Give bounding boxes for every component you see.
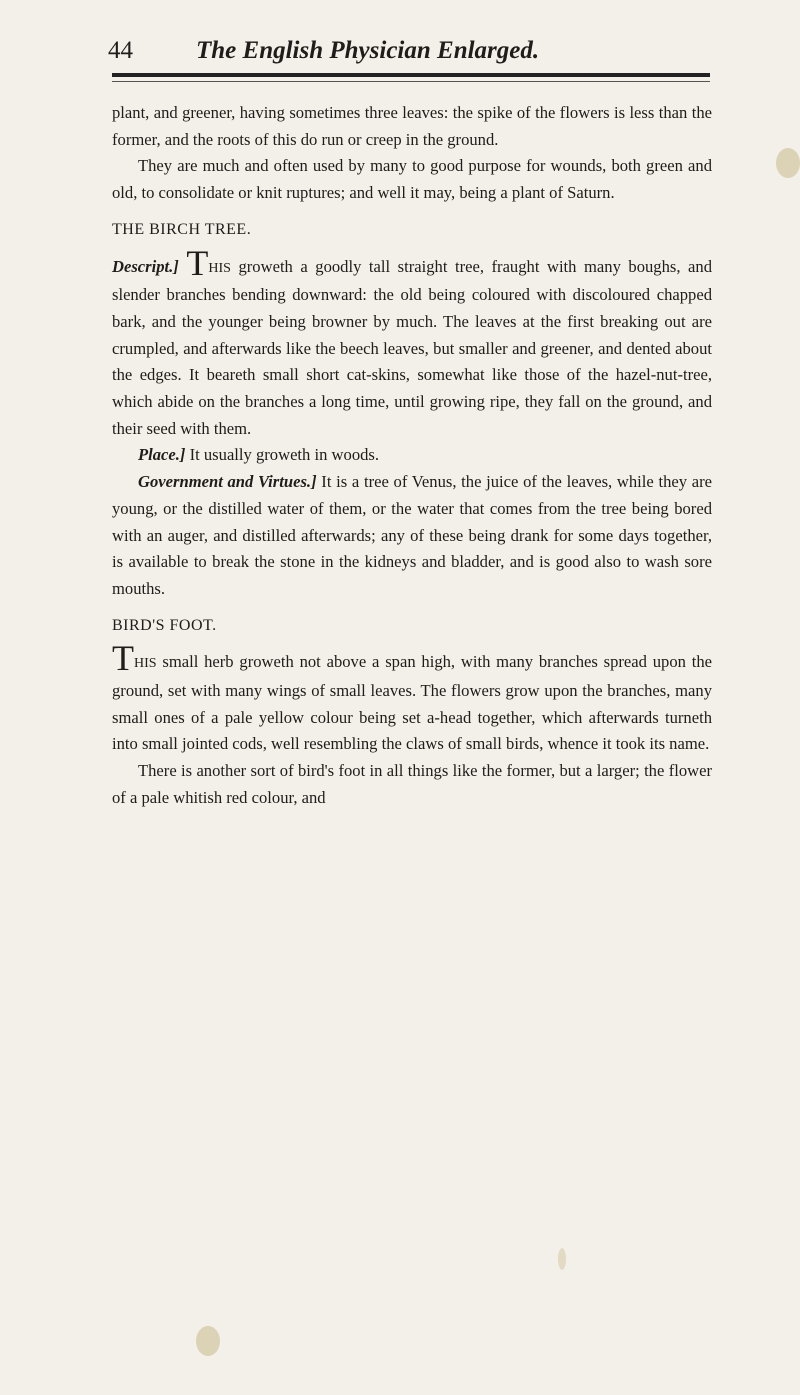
birds-foot-other-sort: There is another sort of bird's foot in all things like the former, but a larger; the flower of a pale whitish red colour, and xyxy=(112,761,712,807)
header-rule-thin xyxy=(112,81,710,82)
body-text xyxy=(112,100,712,812)
descript-text: groweth a goodly tall straight tree, fraught with many boughs, and slender branches bending downward: the old being coloured with discoloured chapped bark, and the younger being browner by much. The leaves at the first breaking out are crumpled, and afterwards like the beech leaves, but smaller and greener, and dented about the edges. It beareth small short cat-skins, somewhat like those of the hazel-nut-tree, which abide on the branches a long time, until growing ripe, they fall on the ground, and their seed with them. xyxy=(112,256,712,438)
paper-stain xyxy=(558,1248,566,1270)
section-heading-birch-tree: THE BIRCH TREE. xyxy=(112,220,252,238)
government-text: It is a tree of Venus, the juice of the leaves, while they are young, or the distilled water of them, or the water that comes from the tree being bored with an auger, and distilled afterwards; any of these being drank for some days together, is available to break the stone in the kidneys and bladder, and is good also to wash sore mouths. xyxy=(112,472,712,598)
paper-stain xyxy=(196,1326,220,1356)
section-heading-birds-foot: BIRD'S FOOT. xyxy=(112,616,217,634)
government-label: Government and Virtues.] xyxy=(138,472,317,492)
place-text: It usually groweth in woods. xyxy=(185,445,380,465)
birch-description xyxy=(112,242,712,443)
page-header xyxy=(108,36,710,76)
place-label: Place.] xyxy=(138,445,186,465)
running-title: The English Physician Enlarged. xyxy=(196,37,540,64)
small-caps: HIS xyxy=(208,260,231,276)
paragraph-continued: plant, and greener, having sometimes three leaves: the spike of the flowers is less than the former, and the roots of this do run or creep in the ground. xyxy=(112,103,712,149)
drop-cap: T xyxy=(186,242,209,283)
drop-cap: T xyxy=(112,638,134,679)
header-rule xyxy=(112,73,710,77)
birch-place xyxy=(112,442,712,469)
birch-government xyxy=(112,469,712,603)
small-caps: HIS xyxy=(134,656,157,672)
page-number: 44 xyxy=(108,37,133,64)
birds-foot-description xyxy=(112,638,712,758)
descript-label: Descript.] xyxy=(112,256,179,276)
birds-foot-text: small herb groweth not above a span high, with many branches spread upon the ground, set with many wings of small leaves. The flowers grow upon the branches, many small ones of a pale yellow colour being set a-head together, which afterwards turneth into small jointed cods, well resembling the claws of small birds, whence it took its name. xyxy=(112,652,712,754)
paper-stain xyxy=(776,148,800,178)
paragraph-saturn: They are much and often used by many to good purpose for wounds, both green and old, to consolidate or knit ruptures; and well it may, being a plant of Saturn. xyxy=(112,156,712,203)
